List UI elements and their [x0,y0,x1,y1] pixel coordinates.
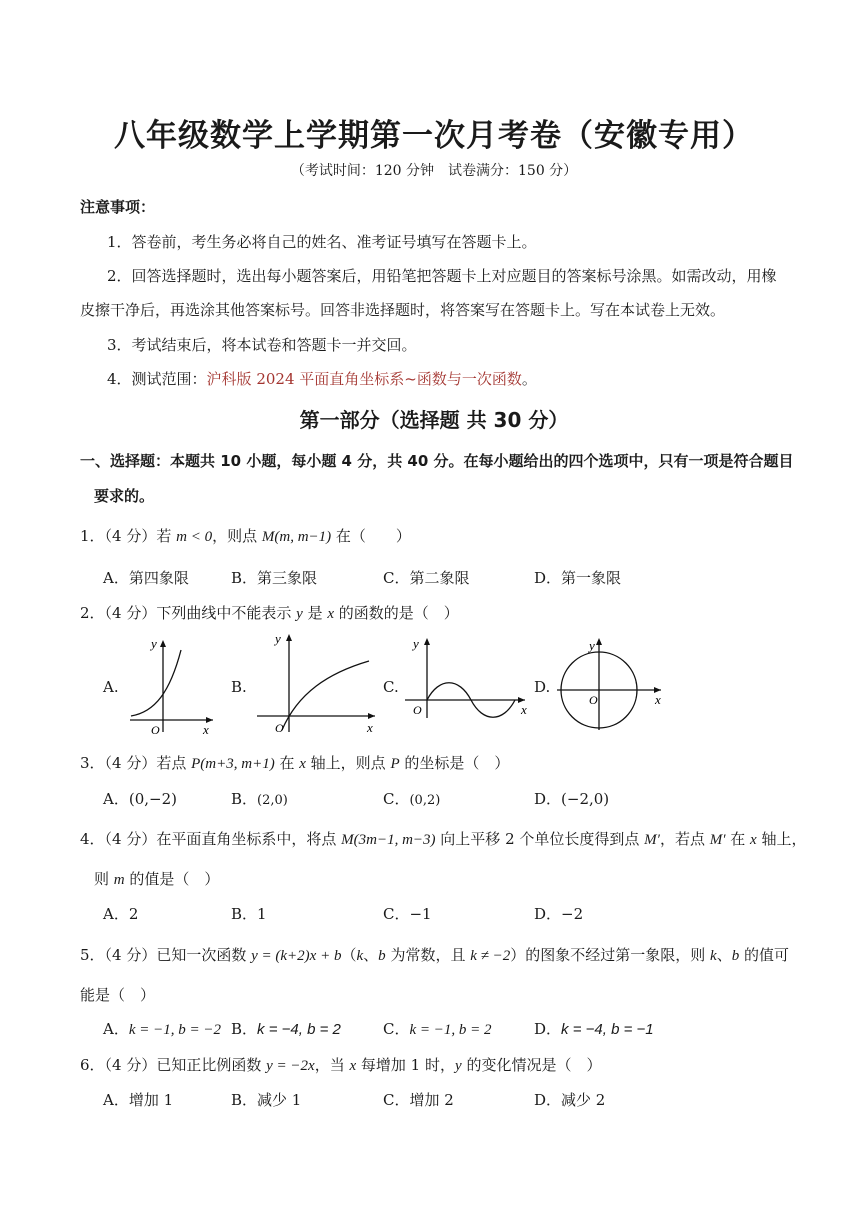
q5-option-d [534,1018,654,1039]
q5-option-a-value: k = −1, b = −2 [128,1022,221,1038]
question-3-stem [80,752,509,773]
q4-math-d: x [750,832,757,848]
q2b-x-arrow [368,713,375,719]
q4-math-a: M(3m−1, m−3) [341,832,436,848]
q4-math-b: M′ [644,832,660,848]
q5-option-a-letter: A． [103,1020,129,1038]
q2b-y-arrow [286,634,292,641]
q2b-x-label: x [367,720,373,735]
q2-text-b: 是 [302,604,328,622]
q4-line2-text-a: 则 [94,870,114,888]
q6-math-a: y = −2x [266,1058,315,1074]
q1-option-a: A．第四象限 [103,569,189,587]
q5-text-d: 为常数，且 [385,946,471,964]
q4-text-c: ，若点 [659,830,710,848]
q6-option-b: B．减少 1 [231,1091,302,1109]
q6-text-d: 的变化情况是（ ） [461,1056,602,1074]
q5-text-g: 的值可 [739,946,789,964]
q2-text-c: 的函数的是（ ） [334,604,459,622]
q5-math-a: y = (k+2)x + b [251,948,342,964]
q6-option-a: A．增加 1 [103,1091,174,1109]
q1-option-d: D．第一象限 [534,569,622,587]
notice-item-1: 1．答卷前，考生务必将自己的姓名、准考证号填写在答题卡上。 [107,233,537,251]
notice-item-4-prefix: 4．测试范围： [107,370,207,388]
notice-item-2-line-2: 皮擦干净后，再选涂其他答案标号。回答非选择题时，将答案写在答题卡上。写在本试卷上无效。 [80,301,726,319]
q3-option-b [231,788,288,809]
question-5-stem-line-2: 能是（ ） [80,986,156,1004]
q4-option-a: A．2 [103,905,139,923]
notice-item-4-scope: 沪科版 2024 平面直角坐标系~函数与一次函数 [206,370,522,388]
part-intro-line-2: 要求的。 [94,487,155,505]
q3-math-c: P [390,756,400,772]
q5-math-f: b [731,948,740,964]
q5-option-d-value: k = −4, b = −1 [561,1021,654,1038]
notice-item-4-suffix: 。 [521,370,537,388]
q2c-y-label: y [413,636,419,651]
q1-option-c: C．第二象限 [383,569,470,587]
q2-graph-a [125,632,220,737]
q5-text-f: 、 [716,946,732,964]
q5-option-b-letter: B． [231,1020,258,1038]
q5-option-a [103,1018,221,1039]
q3-option-a-value: (0,−2) [128,790,177,808]
exam-subtitle: （考试时间：120 分钟 试卷满分：150 分） [290,163,578,179]
q1-math-b: M(m, m−1) [261,529,332,545]
q2-option-b: B. [231,678,247,696]
q1-math-a: m < 0 [176,529,213,545]
q5-option-c-value: k = −1, b = 2 [409,1022,492,1038]
q4-text-d: 在 [725,830,751,848]
q6-option-c: C．增加 2 [383,1091,454,1109]
q2-graph-b [253,628,383,738]
question-2-stem [80,602,459,623]
q2-graph-c [403,632,533,722]
q2c-origin-label: O [413,703,422,717]
q6-math-c: y [455,1058,462,1074]
exam-title: 八年级数学上学期第一次月考卷（安徽专用） [114,118,754,154]
q4-text-b: 向上平移 2 个单位长度得到点 [435,830,645,848]
q5-text-b: （ [341,946,357,964]
q2-option-a: A. [103,678,119,696]
q4-option-b: B．1 [231,905,267,923]
q2-math-a: y [296,606,303,622]
q3-option-d-value: (−2,0) [561,790,610,808]
q2d-x-label: x [655,692,661,707]
q5-math-e: k [710,948,717,964]
question-5-stem [80,944,789,965]
q1-text-b: ，则点 [212,527,262,545]
q4-option-c: C．−1 [383,905,432,923]
q2b-curve [282,661,369,730]
q3-text-a: 3．（4 分）若点 [80,754,192,772]
q2a-x-label: x [203,722,209,737]
q3-option-c-letter: C． [383,790,410,808]
q5-text-c: 、 [363,946,379,964]
q5-option-b [231,1018,341,1039]
q2d-origin-label: O [589,693,598,707]
q4-math-c: M′ [709,832,726,848]
q2-math-b: x [327,606,335,622]
q5-math-d: k ≠ −2 [470,948,511,964]
q2-graph-d [553,632,673,732]
q3-option-a-letter: A． [103,790,129,808]
notice-heading: 注意事项： [80,198,156,216]
q1-text-a: 1．（4 分）若 [80,527,177,545]
q4-option-d: D．−2 [534,905,584,923]
q5-option-b-value: k = −4, b = 2 [257,1021,341,1038]
q6-text-a: 6．（4 分）已知正比例函数 [80,1056,267,1074]
q3-text-d: 的坐标是（ ） [399,754,510,772]
q3-option-a [103,788,177,809]
notice-item-4 [107,368,537,389]
question-1-stem [80,525,411,546]
q3-math-b: x [299,756,306,772]
q6-option-d: D．减少 2 [534,1091,606,1109]
q1-text-c: 在（ ） [331,527,411,545]
q5-text-e: ）的图象不经过第一象限，则 [510,946,711,964]
q6-text-b: ，当 [314,1056,350,1074]
q1-option-b: B．第三象限 [231,569,318,587]
q3-option-d-letter: D． [534,790,562,808]
q2-text-a: 2．（4 分）下列曲线中不能表示 [80,604,297,622]
q3-option-c [383,788,440,809]
q5-text-a: 5．（4 分）已知一次函数 [80,946,252,964]
q2-option-c: C. [383,678,399,696]
q3-option-d [534,788,609,809]
section-title: 第一部分（选择题 共 30 分） [299,408,569,432]
q6-math-b: x [349,1058,357,1074]
q2c-y-arrow [424,638,430,645]
question-6-stem [80,1054,601,1075]
q2-option-d: D. [534,678,551,696]
q2a-y-label: y [151,636,157,651]
q3-option-b-value: (2,0) [257,793,288,808]
q2d-y-arrow [596,638,602,645]
q5-option-c-letter: C． [383,1020,410,1038]
q3-text-c: 轴上，则点 [305,754,391,772]
q3-option-c-value: (0,2) [409,793,441,808]
q2b-y-label: y [275,631,281,646]
question-4-stem-line-2 [94,868,219,889]
q4-text-a: 4．（4 分）在平面直角坐标系中，将点 [80,830,342,848]
q6-text-c: 每增加 1 时， [356,1056,455,1074]
q2c-x-label: x [521,702,527,717]
q3-text-b: 在 [274,754,300,772]
q2a-curve [131,650,181,716]
q5-math-c: b [378,948,386,964]
q2a-y-arrow [160,640,166,647]
q2b-origin-label: O [275,721,284,735]
notice-item-2-line-1: 2．回答选择题时，选出每小题答案后，用铅笔把答题卡上对应题目的答案标号涂黑。如需改动，用橡 [107,267,777,285]
q3-math-a: P(m+3, m+1) [191,756,275,772]
q5-option-c [383,1018,492,1039]
question-4-stem [80,828,807,849]
q4-line2-text-b: 的值是（ ） [124,870,220,888]
q2a-origin-label: O [151,723,160,737]
q4-text-e: 轴上， [756,830,807,848]
q3-option-b-letter: B． [231,790,258,808]
q4-line2-math: m [113,872,125,888]
q5-math-b: k [356,948,364,964]
q5-option-d-letter: D． [534,1020,562,1038]
part-intro-line-1: 一、选择题：本题共 10 小题，每小题 4 分，共 40 分。在每小题给出的四个选项中，只有一项是符合题目 [80,452,794,470]
notice-item-3: 3．考试结束后，将本试卷和答题卡一并交回。 [107,336,417,354]
q2d-y-label: y [589,638,595,653]
